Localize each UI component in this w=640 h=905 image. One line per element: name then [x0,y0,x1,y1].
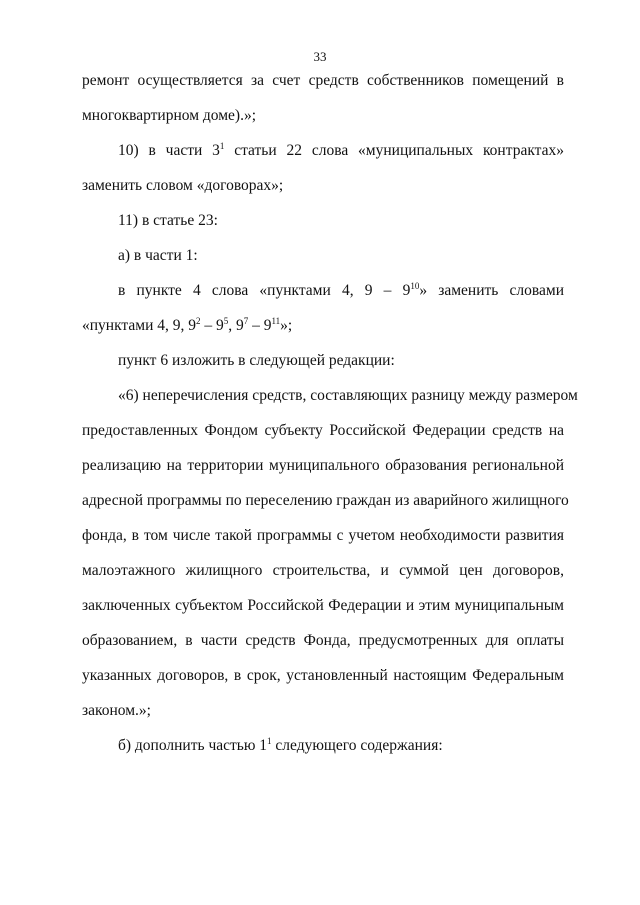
text-line-16: заключенных субъектом Российской Федерации и этим муниципальным [82,597,564,614]
text-segment: следующего содержания: [271,737,443,754]
text-line-8 [82,316,564,336]
text-segment: в пункте 4 слова «пунктами 4, 9 – 9 [118,282,411,299]
text-line-13: адресной программы по переселению граждан из аварийного жилищного [82,492,569,509]
text-line-7 [118,281,564,301]
text-segment: б) дополнить частью 1 [118,737,268,754]
text-line-18: указанных договоров, в срок, установленный настоящим Федеральным [82,667,564,684]
text-segment: – 9 [248,317,272,334]
superscript: 11 [271,316,281,326]
text-line-20 [118,736,564,756]
text-segment: , 9 [228,317,244,334]
superscript: 1 [219,141,225,151]
superscript: 7 [243,316,249,326]
superscript: 2 [196,316,201,326]
page-number: 33 [313,49,327,64]
superscript: 10 [410,281,420,291]
text-line-3 [118,141,564,161]
text-line-14: фонда, в том числе такой программы с учетом необходимости развития [82,527,564,544]
text-line-5: 11) в статье 23: [118,212,218,229]
text-line-9: пункт 6 изложить в следующей редакции: [118,352,395,369]
text-line-10: «6) неперечисления средств, составляющих разницу между размером [118,387,578,404]
text-segment: 10) в части 3 [118,142,220,159]
text-line-2: многоквартирном доме).»; [82,107,257,124]
text-line-1: ремонт осуществляется за счет средств собственников помещений в [82,72,564,89]
superscript: 1 [267,736,272,746]
text-segment: «пунктами 4, 9, 9 [82,317,196,334]
text-line-17: образованием, в части средств Фонда, предусмотренных для оплаты [82,632,564,649]
text-line-19: законом.»; [82,702,151,719]
text-segment: – 9 [200,317,224,334]
text-segment: »; [280,317,293,334]
text-line-11: предоставленных Фондом субъекту Российской Федерации средств на [82,422,564,439]
text-line-6: а) в части 1: [118,247,198,264]
text-segment: » заменить словами [419,282,564,299]
text-line-12: реализацию на территории муниципального образования региональной [82,457,564,474]
text-segment: статьи 22 слова «муниципальных контрактах» [224,142,564,159]
text-line-15: малоэтажного жилищного строительства, и суммой цен договоров, [82,562,564,579]
superscript: 5 [223,316,229,326]
text-line-4: заменить словом «договорах»; [82,177,284,194]
